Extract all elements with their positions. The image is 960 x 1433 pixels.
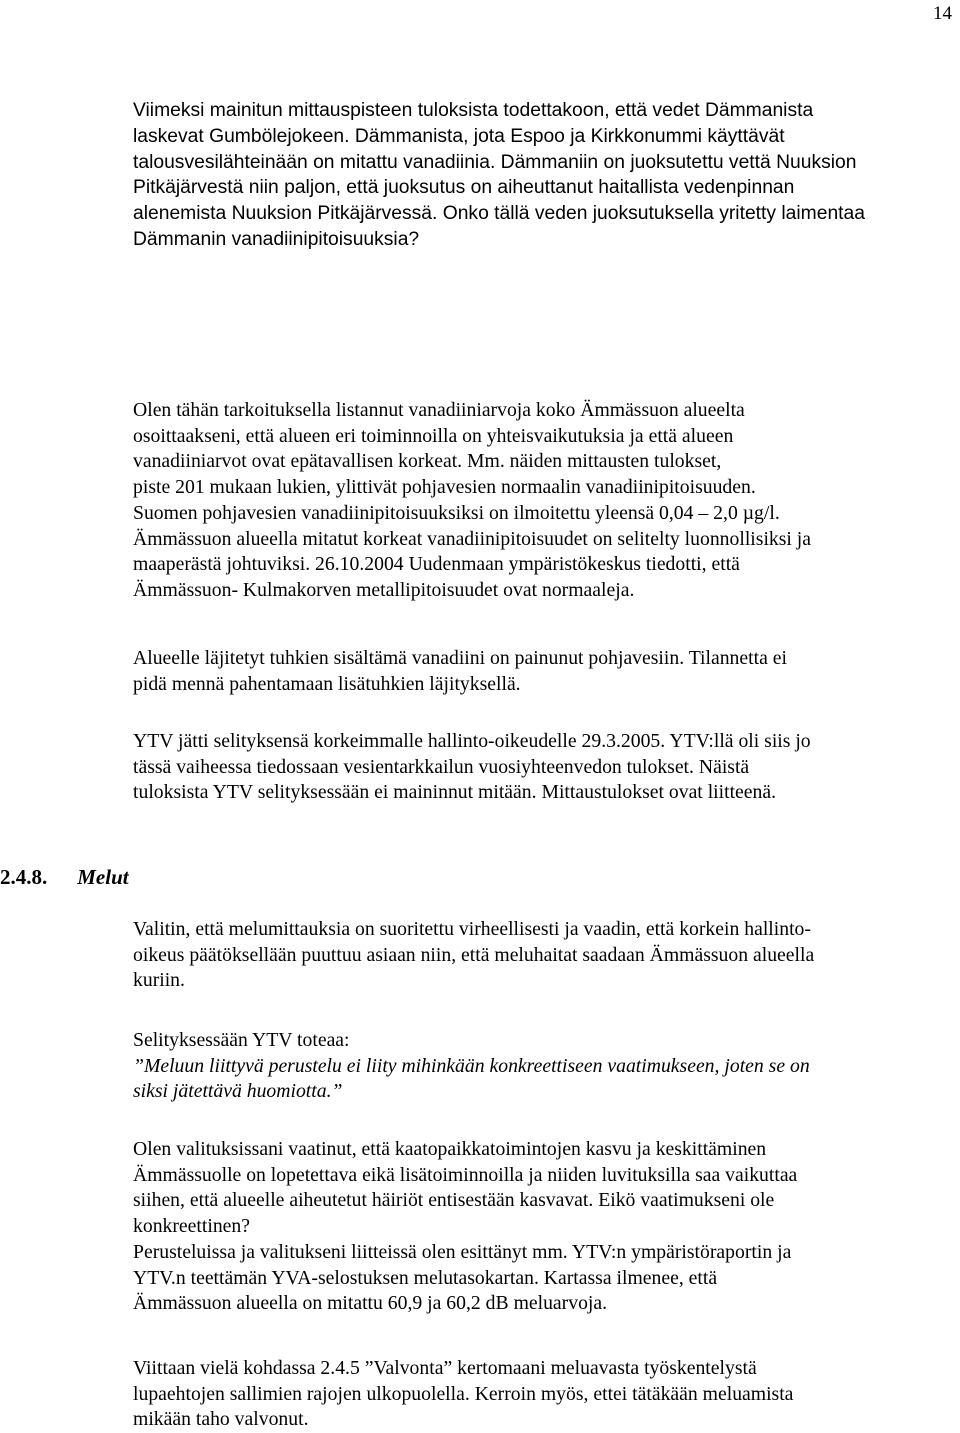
text-line: piste 201 mukaan lukien, ylittivät pohjavesien normaalin vanadiinipitoisuuden. <box>133 476 756 499</box>
text-line: talousvesilähteinään on mitattu vanadiinia. Dämmaniin on juoksutettu vettä Nuuksion <box>133 151 857 173</box>
text-line: Pitkäjärvestä niin paljon, että juoksutus on aiheuttanut haitallista vedenpinnan <box>133 177 795 199</box>
text-line: Ämmässuolle on lopetettava eikä lisätoiminnoilla ja niiden luvituksilla saa vaikuttaa <box>133 1163 798 1186</box>
section-number: 2.4.8. <box>0 865 48 889</box>
paragraph-ytv-explanation <box>133 729 955 806</box>
text-line: laskevat Gumbölejokeen. Dämmanista, jota Espoo ja Kirkkonummi käyttävät <box>133 125 785 147</box>
text-line: alenemista Nuuksion Pitkäjärvessä. Onko tällä veden juoksutuksella yritetty laimentaa <box>133 203 865 225</box>
text-line: kuriin. <box>133 969 185 992</box>
text-line: YTV jätti selityksensä korkeimmalle hallinto-oikeudelle 29.3.2005. YTV:llä oli siis jo <box>133 730 811 752</box>
section-title: Melut <box>77 865 129 889</box>
text-line: Ämmässuon alueella on mitattu 60,9 ja 60,2 dB meluarvoja. <box>133 1292 608 1315</box>
text-line: tuloksista YTV selityksessään ei maininnut mitään. Mittaustulokset ovat liitteenä. <box>133 781 777 804</box>
paragraph-ash-vanadium <box>133 646 955 697</box>
paragraph-vanadium-values <box>133 398 955 604</box>
text-line: tässä vaiheessa tiedossaan vesientarkkailun vuosiyhteenvedon tulokset. Näistä <box>133 755 750 778</box>
text-line: mikään taho valvonut. <box>133 1408 309 1431</box>
text-line: Ämmässuon- Kulmakorven metallipitoisuudet ovat normaaleja. <box>133 578 635 601</box>
paragraph-concrete-demand <box>133 1137 955 1317</box>
text-line: Viimeksi mainitun mittauspisteen tuloksista todettakoon, että vedet Dämmanista <box>133 100 814 121</box>
text-line: Suomen pohjavesien vanadiinipitoisuuksiksi on ilmoitettu yleensä 0,04 – 2,0 µg/l. <box>133 501 780 524</box>
paragraph-ytv-quote <box>133 1028 955 1105</box>
text-line: Perusteluissa ja valitukseni liitteissä olen esittänyt mm. YTV:n ympäristöraportin ja <box>133 1240 792 1263</box>
text-line: konkreettinen? <box>133 1215 250 1238</box>
text-line: pidä mennä pahentamaan lisätuhkien läjityksellä. <box>133 672 521 695</box>
text-line: maaperästä johtuviksi. 26.10.2004 Uudenmaan ympäristökeskus tiedotti, että <box>133 553 740 576</box>
text-line: osoittaakseni, että alueen eri toiminnoilla on yhteisvaikutuksia ja että alueen <box>133 424 734 447</box>
text-line: Olen tähän tarkoituksella listannut vanadiiniarvoja koko Ämmässuon alueelta <box>133 399 745 421</box>
text-line: Dämmanin vanadiinipitoisuuksia? <box>133 228 420 250</box>
text-line: vanadiiniarvot ovat epätavallisen korkeat. Mm. näiden mittausten tulokset, <box>133 450 722 473</box>
text-line: Valitin, että melumittauksia on suoritettu virheellisesti ja vaadin, että korkein hallinto- <box>133 918 811 940</box>
paragraph-vanadium-dammanin <box>133 98 955 253</box>
section-heading <box>0 865 129 889</box>
quote-line: ”Meluun liittyvä perustelu ei liity mihinkään konkreettiseen vaatimukseen, joten se on <box>133 1054 810 1077</box>
text-line: oikeus päätöksellään puuttuu asiaan niin, että meluhaitat saadaan Ämmässuon alueella <box>133 943 815 966</box>
text-line: siihen, että alueelle aiheutetut häiriöt entisestään kasvavat. Eikö vaatimukseni ole <box>133 1189 775 1212</box>
text-line: Ämmässuon alueella mitatut korkeat vanadiinipitoisuudet on selitelty luonnollisiksi ja <box>133 527 812 550</box>
text-line: lupaehtojen sallimien rajojen ulkopuolella. Kerroin myös, ettei tätäkään meluamista <box>133 1382 794 1405</box>
text-line: Alueelle läjitetyt tuhkien sisältämä vanadiini on painunut pohjavesiin. Tilannetta ei <box>133 647 787 669</box>
text-line: Viittaan vielä kohdassa 2.4.5 ”Valvonta” kertomaani meluavasta työskentelystä <box>133 1357 757 1379</box>
quote-intro: Selityksessään YTV toteaa: <box>133 1029 350 1051</box>
quote-line: siksi jätettävä huomiotta.” <box>133 1080 343 1103</box>
paragraph-valvonta-reference <box>133 1356 955 1433</box>
paragraph-noise-appeal <box>133 917 955 994</box>
text-line: Olen valituksissani vaatinut, että kaatopaikkatoimintojen kasvu ja keskittäminen <box>133 1138 767 1160</box>
text-line: YTV.n teettämän YVA-selostuksen melutasokartan. Kartassa ilmenee, että <box>133 1266 718 1289</box>
page-number: 14 <box>933 3 952 24</box>
